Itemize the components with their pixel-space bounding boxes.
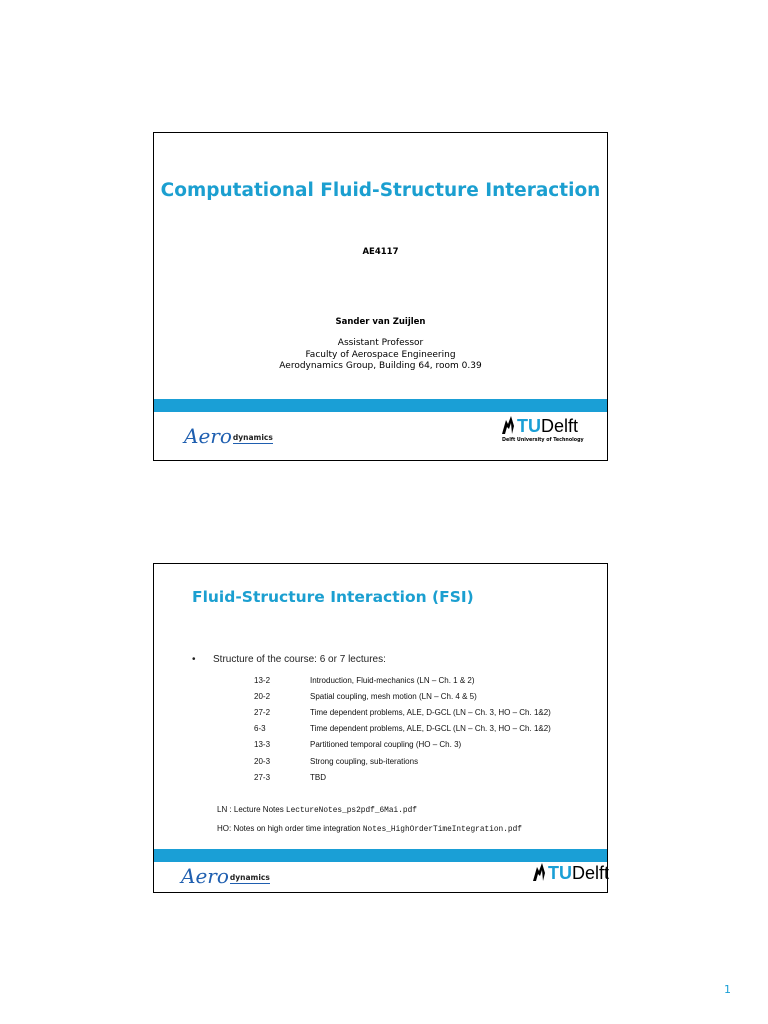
aero-swoosh: Aero xyxy=(184,424,232,448)
slide-title: Computational Fluid-Structure Interaction xyxy=(160,180,601,201)
aerodynamics-logo xyxy=(181,866,270,886)
tu-prefix: TU xyxy=(517,416,541,436)
list-item xyxy=(254,672,551,688)
aerodynamics-logo xyxy=(184,426,273,446)
tudelft-logo xyxy=(531,861,609,883)
note-label: HO: Notes on high order time integration xyxy=(217,824,363,833)
flame-icon xyxy=(531,861,547,883)
tu-suffix: Delft xyxy=(541,416,579,436)
lecture-date: 6-3 xyxy=(254,724,266,734)
flame-icon xyxy=(500,414,516,436)
affiliation-line: Faculty of Aerospace Engineering xyxy=(305,349,456,360)
list-item xyxy=(254,704,551,720)
lecture-topic: Spatial coupling, mesh motion (LN – Ch. 4 & 5) xyxy=(310,691,477,701)
aero-word: dynamics xyxy=(232,433,273,442)
lecture-date: 20-2 xyxy=(254,691,271,701)
list-item xyxy=(254,737,551,753)
bullet-item xyxy=(192,654,386,665)
tu-subtitle: Delft University of Technology xyxy=(502,438,584,443)
list-item xyxy=(254,753,551,769)
aero-swoosh: Aero xyxy=(181,864,229,888)
tu-suffix: Delft xyxy=(572,863,610,883)
author-name: Sander van Zuijlen xyxy=(335,317,426,327)
lecture-topic: Introduction, Fluid-mechanics (LN – Ch. 1 & 2) xyxy=(310,675,475,685)
page-number: 1 xyxy=(724,983,731,996)
lecture-date: 27-3 xyxy=(254,772,271,782)
lecture-list xyxy=(254,672,551,785)
list-item xyxy=(254,688,551,704)
lecture-date: 27-2 xyxy=(254,707,271,717)
notes-list xyxy=(217,801,522,839)
slide-title: Fluid-Structure Interaction (FSI) xyxy=(192,588,474,606)
course-structure-slide xyxy=(153,563,608,893)
bullet-text: Structure of the course: 6 or 7 lectures: xyxy=(213,654,386,665)
lecture-date: 13-3 xyxy=(254,740,271,750)
lecture-topic: Time dependent problems, ALE, D-GCL (LN – Ch. 3, HO – Ch. 1&2) xyxy=(310,707,551,717)
lecture-topic: Strong coupling, sub-iterations xyxy=(310,756,419,766)
affiliation-line: Assistant Professor xyxy=(337,338,424,348)
note-file: Notes_HighOrderTimeIntegration.pdf xyxy=(362,826,522,834)
lecture-date: 13-2 xyxy=(254,675,271,685)
bullet-marker: • xyxy=(192,654,196,665)
tudelft-logo xyxy=(500,414,584,443)
tu-prefix: TU xyxy=(548,863,572,883)
affiliation-line: Aerodynamics Group, Building 64, room 0.39 xyxy=(279,361,482,371)
aero-word: dynamics xyxy=(229,873,270,882)
affiliation xyxy=(154,338,607,373)
list-item xyxy=(254,769,551,785)
lecture-topic: Time dependent problems, ALE, D-GCL (LN – Ch. 3, HO – Ch. 1&2) xyxy=(310,724,551,734)
blue-band xyxy=(154,399,607,412)
course-code: AE4117 xyxy=(362,247,399,257)
list-item xyxy=(254,721,551,737)
title-slide xyxy=(153,132,608,461)
note-line xyxy=(217,801,522,820)
lecture-date: 20-3 xyxy=(254,756,271,766)
lecture-topic: Partitioned temporal coupling (HO – Ch. 3) xyxy=(310,740,462,750)
lecture-topic: TBD xyxy=(310,772,326,782)
note-file: LectureNotes_ps2pdf_6Mai.pdf xyxy=(285,807,417,815)
note-label: LN : Lecture Notes xyxy=(217,805,286,814)
note-line xyxy=(217,820,522,839)
